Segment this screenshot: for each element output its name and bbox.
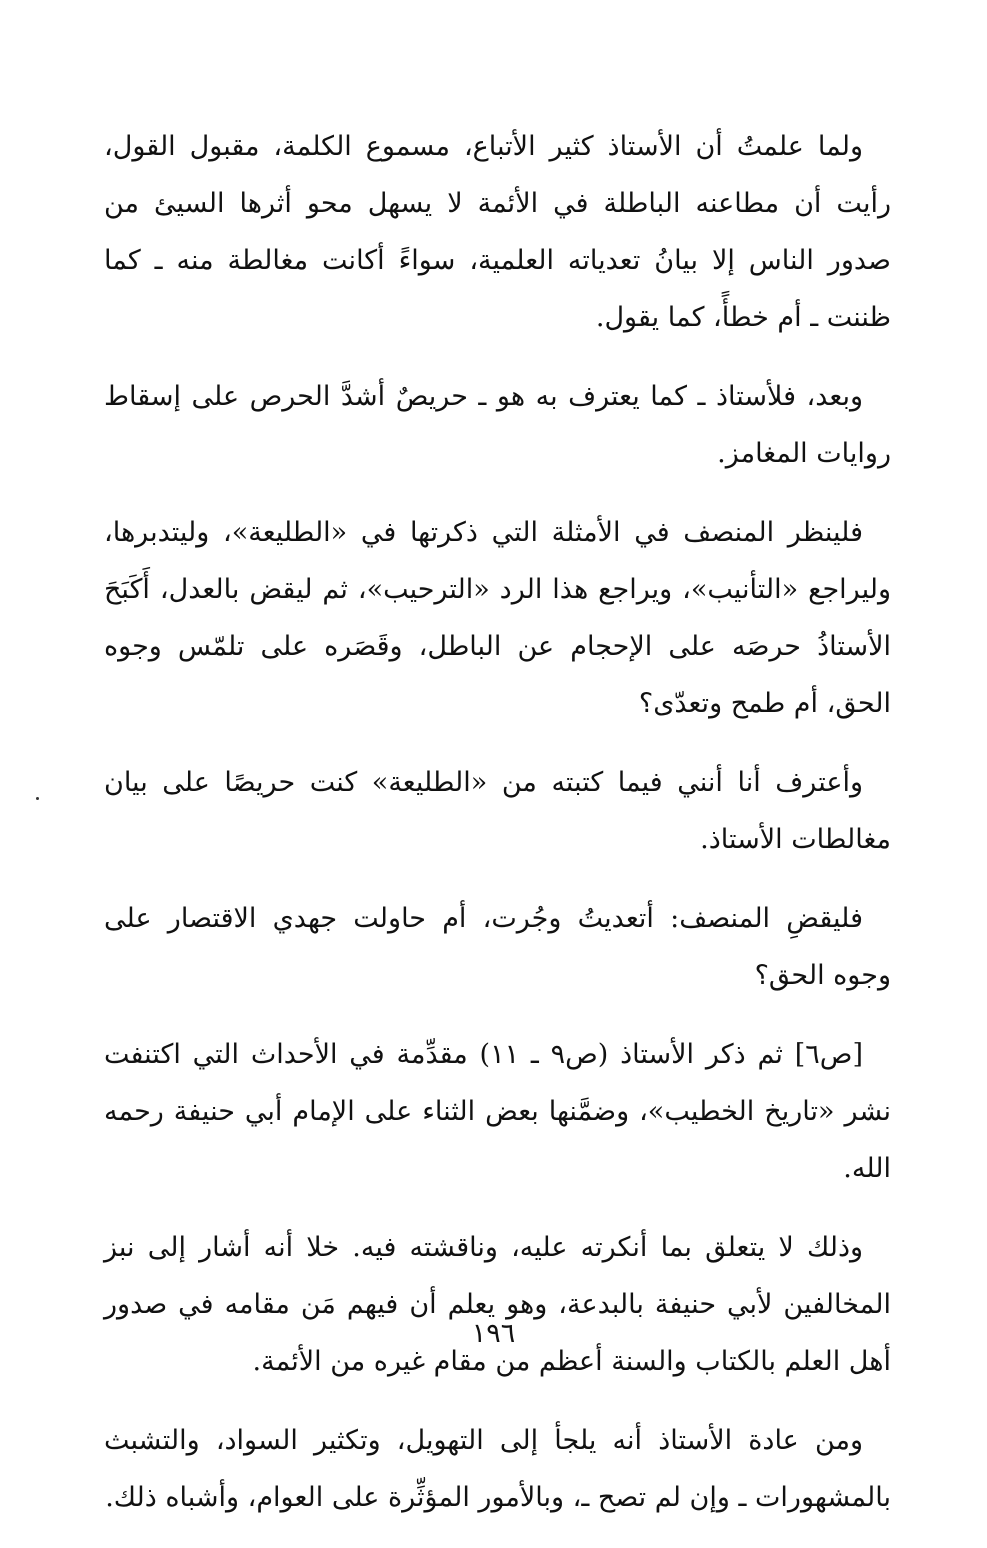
paragraph-7: وذلك لا يتعلق بما أنكرته عليه، وناقشته فيه. خلا أنه أشار إلى نبز المخالفين لأبي حنيفة بالبدعة، وهو يعلم أن فيهم مَن مقامه في صدور أهل العلم بالكتاب والسنة أعظم من مقام غيره من الأئمة. — [104, 1232, 891, 1377]
paragraph-6: [ص٦] ثم ذكر الأستاذ (ص٩ ـ ١١) مقدِّمة في الأحداث التي اكتنفت نشر «تاريخ الخطيب»، وضمَّنها بعض الثناء على الإمام أبي حنيفة رحمه الله. — [104, 1039, 891, 1184]
scan-speck — [36, 797, 39, 800]
paragraph-5: فليقضِ المنصف: أتعديتُ وجُرت، أم حاولت جهدي الاقتصار على وجوه الحق؟ — [104, 903, 891, 991]
paragraph-1: ولما علمتُ أن الأستاذ كثير الأتباع، مسموع الكلمة، مقبول القول، رأيت أن مطاعنه الباطلة في الأئمة لا يسهل محو أثرها السيئ من صدور الناس إلا بيانُ تعدياته العلمية، سواءً أكانت مغالطة منه ـ كما ظننت ـ أم خطأً، كما يقول. — [104, 131, 891, 333]
paragraph-4: وأعترف أنا أنني فيما كتبته من «الطليعة» كنت حريصًا على بيان مغالطات الأستاذ. — [104, 767, 891, 855]
paragraph-2: وبعد، فلأستاذ ـ كما يعترف به هو ـ حريصٌ أشدَّ الحرص على إسقاط روايات المغامز. — [104, 381, 891, 469]
paragraph-8: ومن عادة الأستاذ أنه يلجأ إلى التهويل، وتكثير السواد، والتشبث بالمشهورات ـ وإن لم تصح ـ، وبالأمور المؤثِّرة على العوام، وأشباه ذلك. — [104, 1425, 891, 1513]
page-number: ١٩٦ — [471, 1318, 516, 1349]
paragraph-3: فلينظر المنصف في الأمثلة التي ذكرتها في «الطليعة»، وليتدبرها، وليراجع «التأنيب»، ويراجع هذا الرد «الترحيب»، ثم ليقض بالعدل، أَكَبَحَ الأستاذُ حرصَه على الإحجام عن الباطل، وقَصَره على تلمّس وجوه الحق، أم طمح وتعدّى؟ — [104, 517, 891, 719]
